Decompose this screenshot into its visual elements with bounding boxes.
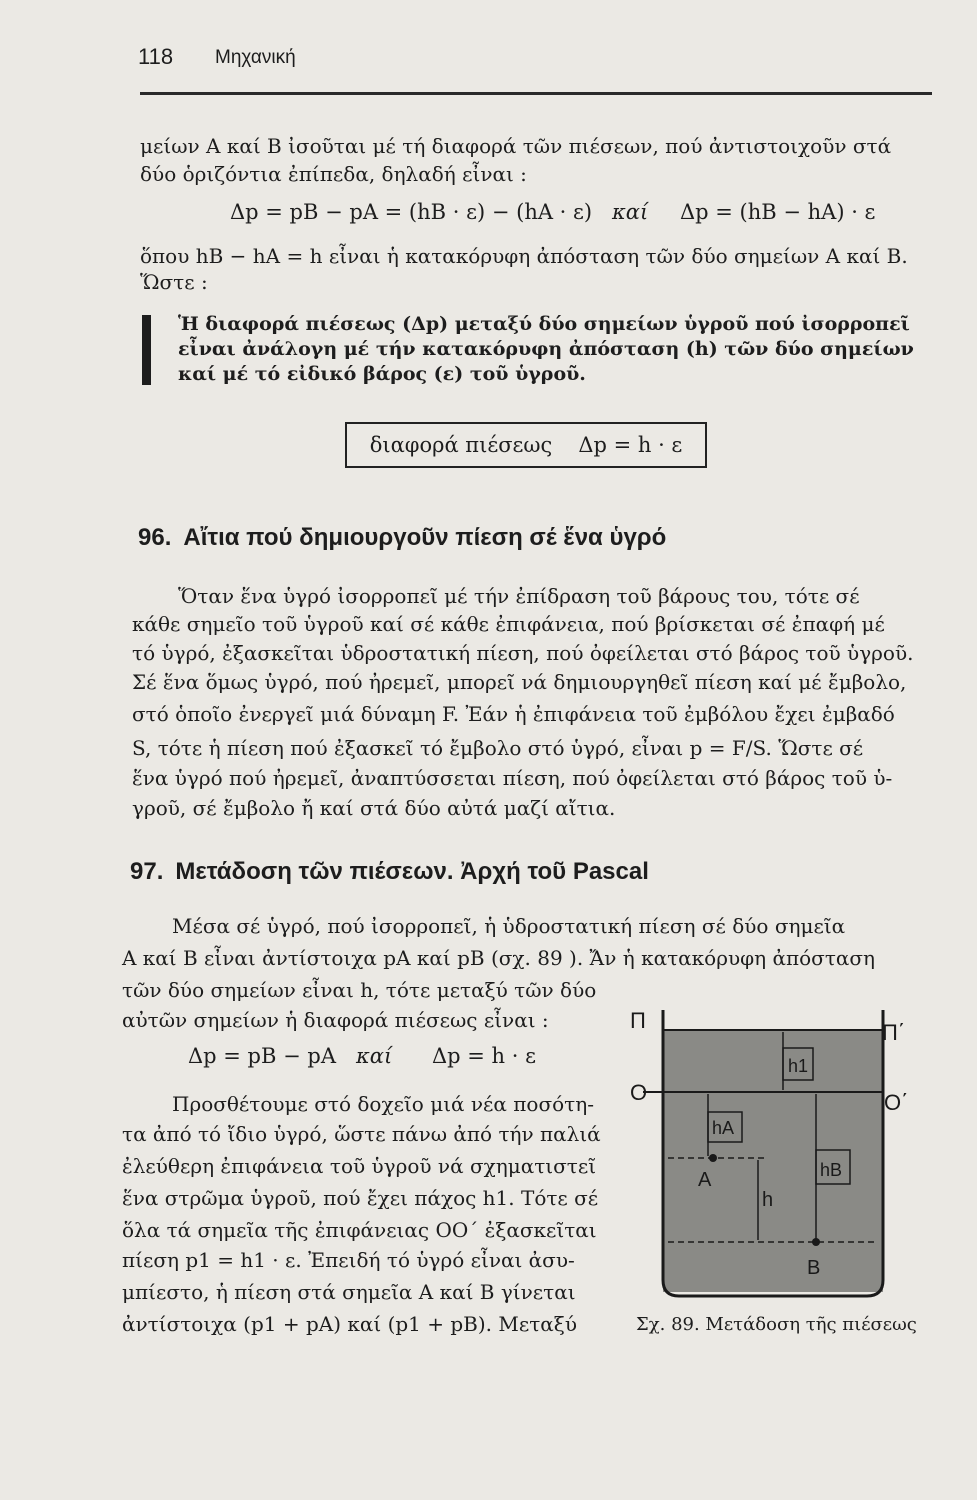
formula-box xyxy=(345,422,707,468)
label-p-prime: Π΄ xyxy=(882,1020,906,1045)
intro-line-4: Ὥστε : xyxy=(140,270,208,294)
law-statement: Ἡ διαφορά πιέσεως (Δp) μεταξύ δύο σημείων ὑγροῦ πού ἰσορροπεῖ εἶναι ἀνάλογη μέ τήν κατακόρυφη ἀπόσταση (h) τῶν δύο σημείων καί μέ τό εἰδικό βάρος (ε) τοῦ ὑγροῦ. xyxy=(178,313,914,385)
intro-line-3: ὅπου hB − hA = h εἶναι ἡ κατακόρυφη ἀπόσταση τῶν δύο σημείων Α καί Β. xyxy=(140,244,908,268)
label-h: h xyxy=(762,1189,774,1211)
equation-1: Δp = pB − pA = (hB · ε) − (hA · ε) xyxy=(230,200,593,224)
label-o: O xyxy=(630,1080,648,1105)
s97-line-4: αὐτῶν σημείων ἡ διαφορά πιέσεως εἶναι : xyxy=(122,1008,549,1032)
label-ha: hA xyxy=(712,1118,735,1138)
label-a: A xyxy=(698,1169,712,1191)
s96-line-1: Ὅταν ἕνα ὑγρό ἰσορροπεῖ μέ τήν ἐπίδραση τοῦ βάρους του, τότε σέ xyxy=(178,584,860,608)
intro-line-2: δύο ὁριζόντια ἐπίπεδα, δηλαδή εἶναι : xyxy=(140,162,527,186)
s96-line-7: ἕνα ὑγρό πού ἠρεμεῖ, ἀναπτύσσεται πίεση, πού ὀφείλεται στό βάρος τοῦ ὑ- xyxy=(132,766,893,790)
s96-line-4: Σέ ἕνα ὅμως ὑγρό, πού ἠρεμεῖ, μπορεῖ νά δημιουργηθεῖ πίεση καί μέ ἔμβολο, xyxy=(132,670,907,694)
s96-line-5: στό ὁποῖο ἐνεργεῖ μιά δύναμη F. Ἐάν ἡ ἐπιφάνεια τοῦ ἐμβόλου ἔχει ἐμβαδό xyxy=(132,702,895,726)
s97-equation-1: Δp = pB − pA xyxy=(188,1044,336,1068)
label-o-prime: O΄ xyxy=(884,1090,909,1115)
page-number: 118 xyxy=(138,44,174,69)
law-margin-bar xyxy=(142,315,151,385)
s96-line-3: τό ὑγρό, ἐξασκεῖται ὑδροστατική πίεση, πού ὀφείλεται στό βάρος τοῦ ὑγροῦ. xyxy=(132,641,914,665)
s97-after-8: ἀντίστοιχα (p1 + pA) καί (p1 + pB). Μεταξύ xyxy=(122,1312,577,1336)
figure-89 xyxy=(628,1000,928,1310)
s97-after-1: Προσθέτουμε στό δοχεῖο μιά νέα ποσότη- xyxy=(172,1092,594,1116)
s97-line-3: τῶν δύο σημείων εἶναι h, τότε μεταξύ τῶν δύο xyxy=(122,978,597,1002)
section-96-title: Αἴτια πού δημιουργοῦν πίεση σέ ἕνα ὑγρό xyxy=(183,524,667,551)
point-b xyxy=(812,1238,820,1246)
formula-label: διαφορά πιέσεως xyxy=(369,433,553,457)
formula: Δp = h · ε xyxy=(578,433,683,457)
point-a xyxy=(709,1154,717,1162)
s96-line-2: κάθε σημεῖο τοῦ ὑγροῦ καί σέ κάθε ἐπιφάνεια, πού βρίσκεται σέ ἐπαφή μέ xyxy=(132,612,885,636)
section-97-heading xyxy=(130,858,649,886)
section-96-number: 96. xyxy=(138,524,172,551)
s97-equation-2: Δp = h · ε xyxy=(432,1044,536,1068)
s97-after-4: ἕνα στρῶμα ὑγροῦ, πού ἔχει πάχος h1. Τότε σέ xyxy=(122,1186,599,1210)
label-hb: hB xyxy=(820,1160,843,1180)
s97-equation-and: καί xyxy=(356,1044,393,1068)
s97-after-3: ἐλεύθερη ἐπιφάνεια τοῦ ὑγροῦ νά σχηματιστεῖ xyxy=(122,1154,597,1178)
s97-after-6: πίεση p1 = h1 · ε. Ἐπειδή τό ὑγρό εἶναι ἀσυ- xyxy=(122,1248,575,1272)
section-97-title: Μετάδοση τῶν πιέσεων. Ἀρχή τοῦ Pascal xyxy=(175,858,649,885)
s96-line-8: γροῦ, σέ ἔμβολο ἤ καί στά δύο αὐτά μαζί αἴτια. xyxy=(132,796,616,820)
s97-line-1: Μέσα σέ ὑγρό, πού ἰσορροπεῖ, ἡ ὑδροστατική πίεση σέ δύο σημεῖα xyxy=(172,914,846,938)
running-head: Μηχανική xyxy=(215,47,296,68)
header-rule xyxy=(140,92,932,95)
s97-after-2: τα ἀπό τό ἴδιο ὑγρό, ὥστε πάνω ἀπό τήν παλιά xyxy=(122,1122,601,1146)
label-b: B xyxy=(807,1257,821,1279)
section-96-heading xyxy=(138,524,666,552)
section-97-number: 97. xyxy=(130,858,164,885)
equation-2: Δp = (hB − hA) · ε xyxy=(680,200,876,224)
label-h1: h1 xyxy=(788,1056,809,1076)
figure-caption: Σχ. 89. Μετάδοση τῆς πιέσεως xyxy=(636,1314,917,1335)
s97-line-2: Α καί Β εἶναι ἀντίστοιχα pA καί pB (σχ. 89 ). Ἄν ἡ κατακόρυφη ἀπόσταση xyxy=(122,946,876,970)
intro-line-1: μείων Α καί Β ἰσοῦται μέ τή διαφορά τῶν πιέσεων, πού ἀντιστοιχοῦν στά xyxy=(140,134,892,158)
s97-after-7: μπίεστο, ἡ πίεση στά σημεῖα Α καί Β γίνεται xyxy=(122,1280,576,1304)
equation-and: καί xyxy=(612,200,649,224)
label-p: Π xyxy=(630,1008,646,1033)
s97-after-5: ὅλα τά σημεῖα τῆς ἐπιφάνειας ΟΟ΄ ἐξασκεῖται xyxy=(122,1218,597,1242)
s96-line-6: S, τότε ἡ πίεση πού ἐξασκεῖ τό ἔμβολο στό ὑγρό, εἶναι p = F/S. Ὥστε σέ xyxy=(132,736,864,760)
